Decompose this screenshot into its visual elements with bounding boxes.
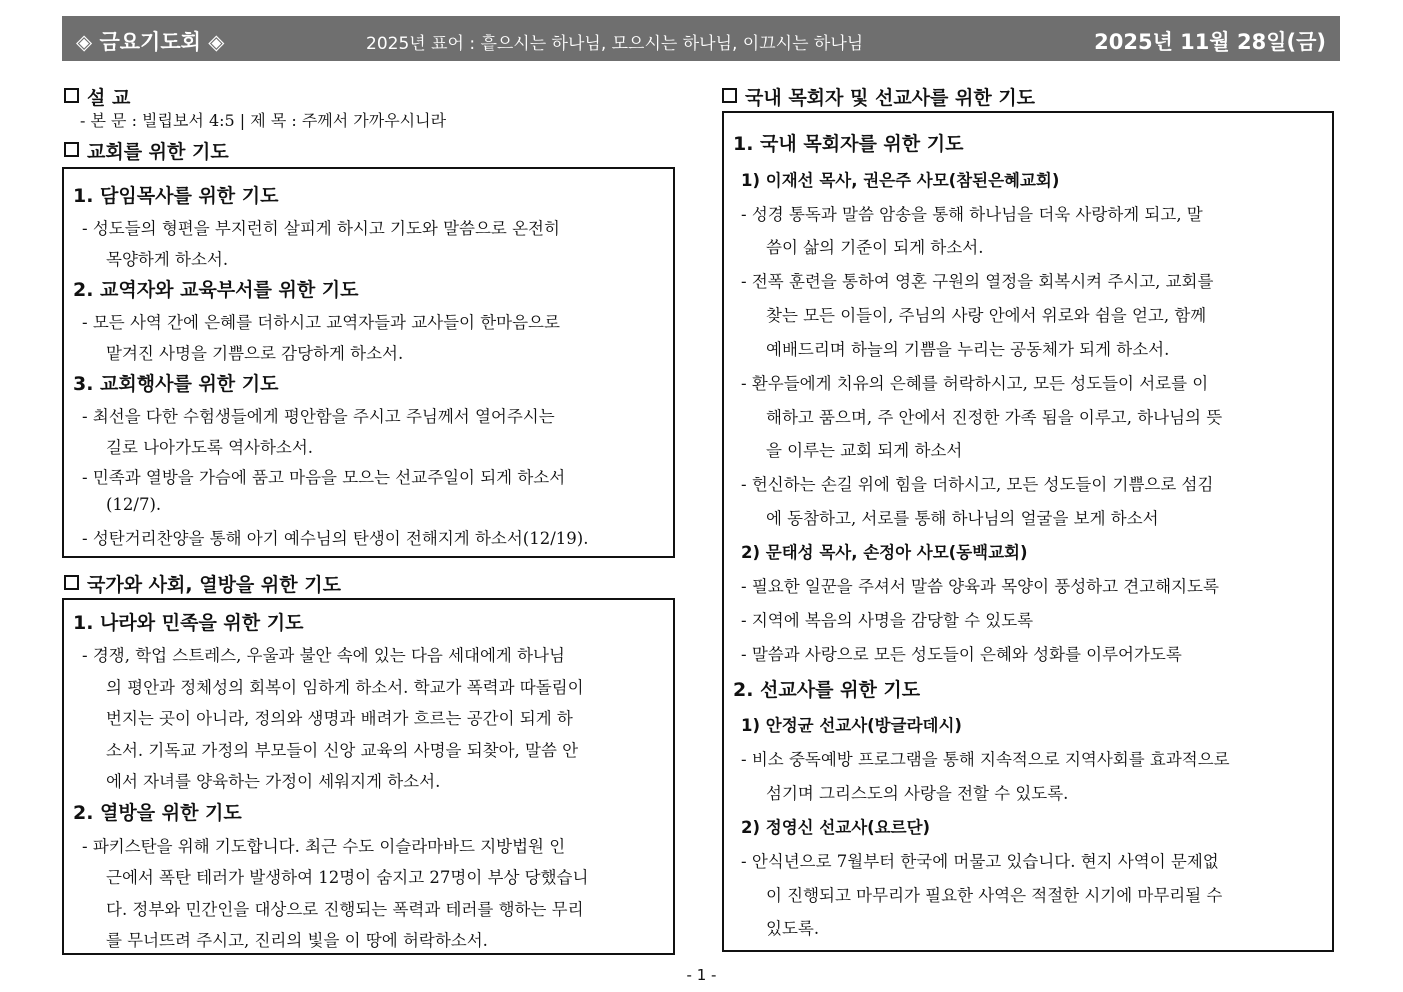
prayer-line: - 민족과 열방을 가슴에 품고 마음을 모으는 선교주일이 되게 하소서 (82, 468, 566, 487)
item-heading: 2. 교역자와 교육부서를 위한 기도 (73, 279, 359, 301)
prayer-line: - 필요한 일꾼을 주셔서 말씀 양육과 목양이 풍성하고 견고해지도록 (741, 577, 1219, 596)
prayer-line: 에 동참하고, 서로를 통해 하나님의 얼굴을 보게 하소서 (766, 509, 1159, 528)
nation-prayer-box (62, 598, 675, 955)
missionary-heading: 1) 안정균 선교사(방글라데시) (741, 716, 962, 735)
item-heading: 2. 열방을 위한 기도 (73, 802, 242, 824)
prayer-line: - 성도들의 형편을 부지런히 살피게 하시고 기도와 말씀으로 온전히 (82, 219, 560, 238)
prayer-line: 섬기며 그리스도의 사랑을 전할 수 있도록. (766, 784, 1069, 803)
checkbox-square-icon (64, 575, 79, 590)
nation-section-title: 국가와 사회, 열방을 위한 기도 (64, 570, 341, 597)
prayer-line: - 성탄거리찬양을 통해 아기 예수님의 탄생이 전해지게 하소서(12/19). (82, 529, 589, 548)
prayer-line: 근에서 폭탄 테러가 발생하여 12명이 숨지고 27명이 부상 당했습니 (106, 868, 589, 887)
checkbox-square-icon (64, 142, 79, 157)
item-heading: 2. 선교사를 위한 기도 (733, 679, 921, 701)
missionary-heading: 2) 정영신 선교사(요르단) (741, 818, 931, 837)
header-bar (62, 16, 1340, 61)
prayer-line: - 파키스탄을 위해 기도합니다. 최근 수도 이슬라마바드 지방법원 인 (82, 837, 566, 856)
missions-section-title: 국내 목회자 및 선교사를 위한 기도 (722, 83, 1035, 110)
prayer-line: 씀이 삶의 기준이 되게 하소서. (766, 238, 984, 257)
prayer-line: - 헌신하는 손길 위에 힘을 더하시고, 모든 성도들이 기쁨으로 섬김 (741, 475, 1214, 494)
prayer-line: - 비소 중독예방 프로그램을 통해 지속적으로 지역사회를 효과적으로 (741, 750, 1230, 769)
item-heading: 1. 나라와 민족을 위한 기도 (73, 612, 304, 634)
prayer-line: 소서. 기독교 가정의 부모들이 신앙 교육의 사명을 되찾아, 말씀 안 (106, 741, 579, 760)
prayer-line: 을 이루는 교회 되게 하소서 (766, 441, 963, 460)
church-section-title: 교회를 위한 기도 (64, 137, 229, 164)
prayer-line: 있도록. (766, 919, 820, 938)
missions-prayer-box (722, 111, 1334, 952)
prayer-line: 에서 자녀를 양육하는 가정이 세워지게 하소서. (106, 772, 441, 791)
prayer-line: 예배드리며 하늘의 기쁨을 누리는 공동체가 되게 하소서. (766, 340, 1170, 359)
prayer-line: 길로 나아가도록 역사하소서. (106, 438, 314, 457)
meeting-title: ◈ 금요기도회 ◈ (76, 30, 225, 54)
prayer-line: - 최선을 다한 수험생들에게 평안함을 주시고 주님께서 열어주시는 (82, 407, 555, 426)
sermon-passage-line: - 본 문 : 빌립보서 4:5 | 제 목 : 주께서 가까우시니라 (80, 111, 447, 130)
pastor-heading: 2) 문태성 목사, 손정아 사모(동백교회) (741, 543, 1028, 562)
item-heading: 3. 교회행사를 위한 기도 (73, 373, 279, 395)
prayer-line: - 지역에 복음의 사명을 감당할 수 있도록 (741, 611, 1034, 630)
prayer-line: - 환우들에게 치유의 은혜를 허락하시고, 모든 성도들이 서로를 이 (741, 374, 1209, 393)
prayer-line: 다. 정부와 민간인을 대상으로 진행되는 폭력과 테러를 행하는 무리 (106, 900, 584, 919)
prayer-line: - 말씀과 사랑으로 모든 성도들이 은혜와 성화를 이루어가도록 (741, 645, 1182, 664)
church-prayer-box (62, 167, 675, 558)
item-heading: 1. 국내 목회자를 위한 기도 (733, 133, 964, 155)
prayer-line: - 성경 통독과 말씀 암송을 통해 하나님을 더욱 사랑하게 되고, 말 (741, 205, 1203, 224)
prayer-line: 의 평안과 정체성의 회복이 임하게 하소서. 학교가 폭력과 따돌림이 (106, 678, 584, 697)
item-heading: 1. 담임목사를 위한 기도 (73, 185, 279, 207)
prayer-line: 찾는 모든 이들이, 주님의 사랑 안에서 위로와 쉼을 얻고, 함께 (766, 306, 1207, 325)
prayer-line: 해하고 품으며, 주 안에서 진정한 가족 됨을 이루고, 하나님의 뜻 (766, 408, 1223, 427)
prayer-line: 번지는 곳이 아니라, 정의와 생명과 배려가 흐르는 공간이 되게 하 (106, 709, 573, 728)
checkbox-square-icon (64, 88, 79, 103)
prayer-line: 를 무너뜨려 주시고, 진리의 빛을 이 땅에 허락하소서. (106, 931, 488, 950)
checkbox-square-icon (722, 88, 737, 103)
prayer-line: - 경쟁, 학업 스트레스, 우울과 불안 속에 있는 다음 세대에게 하나님 (82, 646, 565, 665)
prayer-line: (12/7). (106, 495, 162, 514)
year-motto: 2025년 표어 : 흩으시는 하나님, 모으시는 하나님, 이끄시는 하나님 (366, 34, 864, 54)
prayer-line: - 안식년으로 7월부터 한국에 머물고 있습니다. 현지 사역이 문제없 (741, 852, 1219, 871)
meeting-date: 2025년 11월 28일(금) (1094, 30, 1326, 54)
prayer-line: 이 진행되고 마무리가 필요한 사역은 적절한 시기에 마무리될 수 (766, 886, 1223, 905)
page-number: - 1 - (686, 966, 717, 984)
prayer-line: - 전폭 훈련을 통하여 영혼 구원의 열정을 회복시켜 주시고, 교회를 (741, 272, 1214, 291)
prayer-line: 목양하게 하소서. (106, 250, 229, 269)
sermon-section-title: 설 교 (64, 83, 130, 110)
prayer-line: - 모든 사역 간에 은혜를 더하시고 교역자들과 교사들이 한마음으로 (82, 313, 560, 332)
prayer-line: 맡겨진 사명을 기쁨으로 감당하게 하소서. (106, 344, 404, 363)
pastor-heading: 1) 이재선 목사, 권은주 사모(참된은혜교회) (741, 171, 1060, 190)
